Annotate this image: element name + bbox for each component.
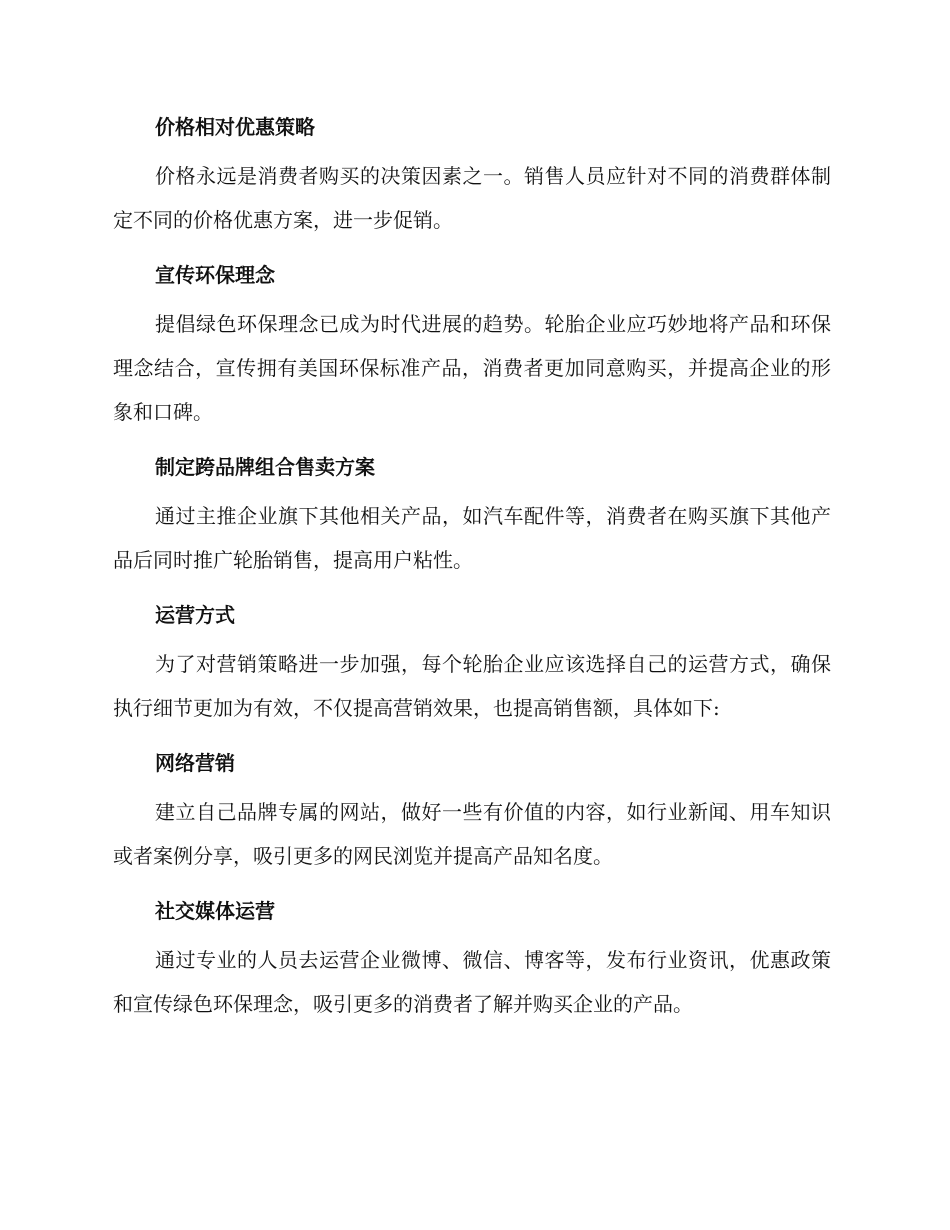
section-heading: 宣传环保理念 xyxy=(155,263,275,287)
section-heading: 运营方式 xyxy=(155,603,235,627)
section-paragraph: 建立自己品牌专属的网站，做好一些有价值的内容，如行业新闻、用车知识或者案例分享，吸引更多的网民浏览并提高产品知名度。 xyxy=(113,800,831,868)
section-eco xyxy=(113,256,831,434)
section-paragraph: 通过主推企业旗下其他相关产品，如汽车配件等，消费者在购买旗下其他产品后同时推广轮胎销售，提高用户粘性。 xyxy=(113,504,831,572)
section-operations xyxy=(113,596,831,730)
document-body xyxy=(113,108,831,1026)
section-paragraph: 提倡绿色环保理念已成为时代进展的趋势。轮胎企业应巧妙地将产品和环保理念结合，宣传拥有美国环保标准产品，消费者更加同意购买，并提高企业的形象和口碑。 xyxy=(113,312,831,424)
section-social-media xyxy=(113,892,831,1026)
section-heading: 价格相对优惠策略 xyxy=(155,115,315,139)
section-heading: 社交媒体运营 xyxy=(155,899,275,923)
section-pricing xyxy=(113,108,831,242)
section-heading: 制定跨品牌组合售卖方案 xyxy=(155,455,375,479)
section-paragraph: 价格永远是消费者购买的决策因素之一。销售人员应针对不同的消费群体制定不同的价格优惠方案，进一步促销。 xyxy=(113,164,831,232)
section-cross-brand xyxy=(113,448,831,582)
section-heading: 网络营销 xyxy=(155,751,235,775)
section-online-marketing xyxy=(113,744,831,878)
section-paragraph: 为了对营销策略进一步加强，每个轮胎企业应该选择自己的运营方式，确保执行细节更加为有效，不仅提高营销效果，也提高销售额，具体如下: xyxy=(113,652,831,720)
section-paragraph: 通过专业的人员去运营企业微博、微信、博客等，发布行业资讯，优惠政策和宣传绿色环保理念，吸引更多的消费者了解并购买企业的产品。 xyxy=(113,948,831,1016)
